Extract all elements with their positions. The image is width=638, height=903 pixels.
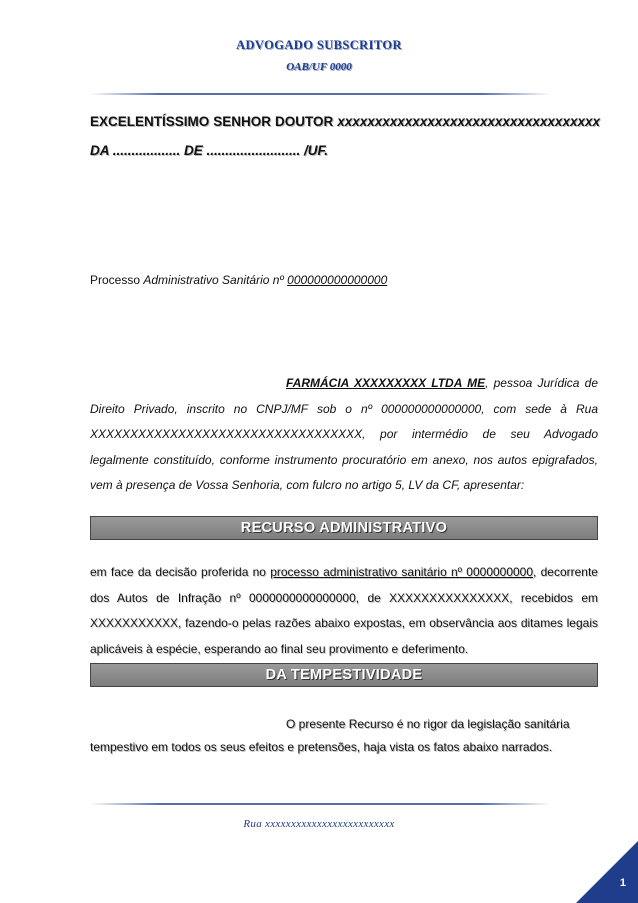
section-title-tempestividade: DA TEMPESTIVIDADE bbox=[90, 663, 598, 687]
footer-rule bbox=[90, 803, 550, 805]
addressee-line-2: DA .................. DE ......................... /UF. bbox=[90, 143, 329, 158]
lawyer-name: ADVOGADO SUBSCRITOR bbox=[236, 38, 402, 52]
header-rule bbox=[90, 93, 550, 95]
party-name: FARMÁCIA XXXXXXXXX LTDA ME bbox=[286, 376, 486, 390]
addressee-line-1: EXCELENTÍSSIMO SENHOR DOUTOR xxxxxxxxxxxxxxxxxxxxxxxxxxxxxxxxxxx bbox=[90, 114, 600, 129]
page-number: 1 bbox=[619, 877, 626, 889]
tempestividade-paragraph: O presente Recurso é no rigor da legislação sanitária tempestivo em todos os seus efeitos e pretensões, haja vista os fatos abaixo narrados. bbox=[90, 717, 570, 754]
process-reference: Processo Administrativo Sanitário nº 000000000000000 bbox=[90, 273, 388, 287]
footer-address: Rua xxxxxxxxxxxxxxxxxxxxxxxxx bbox=[243, 818, 395, 830]
party-paragraph: FARMÁCIA XXXXXXXXX LTDA ME, pessoa Jurídica de Direito Privado, inscrito no CNPJ/MF sob o nº 000000000000000, com sede à Rua XXXXXXXXXXXXXXXXXXXXXXXXXXXXXXXXXX, por intermédio de seu Advogado legalmente constituído, conforme instrumento procuratório em anexo, nos autos epigrafados, vem à presença de Vossa Senhoria, com fulcro no artigo 5, LV da CF, apresentar: bbox=[90, 376, 598, 492]
oab-number: OAB/UF 0000 bbox=[286, 61, 352, 73]
page-corner-decoration bbox=[576, 841, 638, 903]
section-title-recurso: RECURSO ADMINISTRATIVO bbox=[90, 516, 598, 540]
recurso-paragraph: em face da decisão proferida no processo administrativo sanitário nº 0000000000, decorrente dos Autos de Infração nº 0000000000000000, de XXXXXXXXXXXXXXX, recebidos em XXXXXXXXXXX, fazendo-o pelas razões abaixo expostas, em observância aos ditames legais aplicáveis à espécie, esperando ao final seu provimento e deferimento. bbox=[90, 565, 598, 656]
